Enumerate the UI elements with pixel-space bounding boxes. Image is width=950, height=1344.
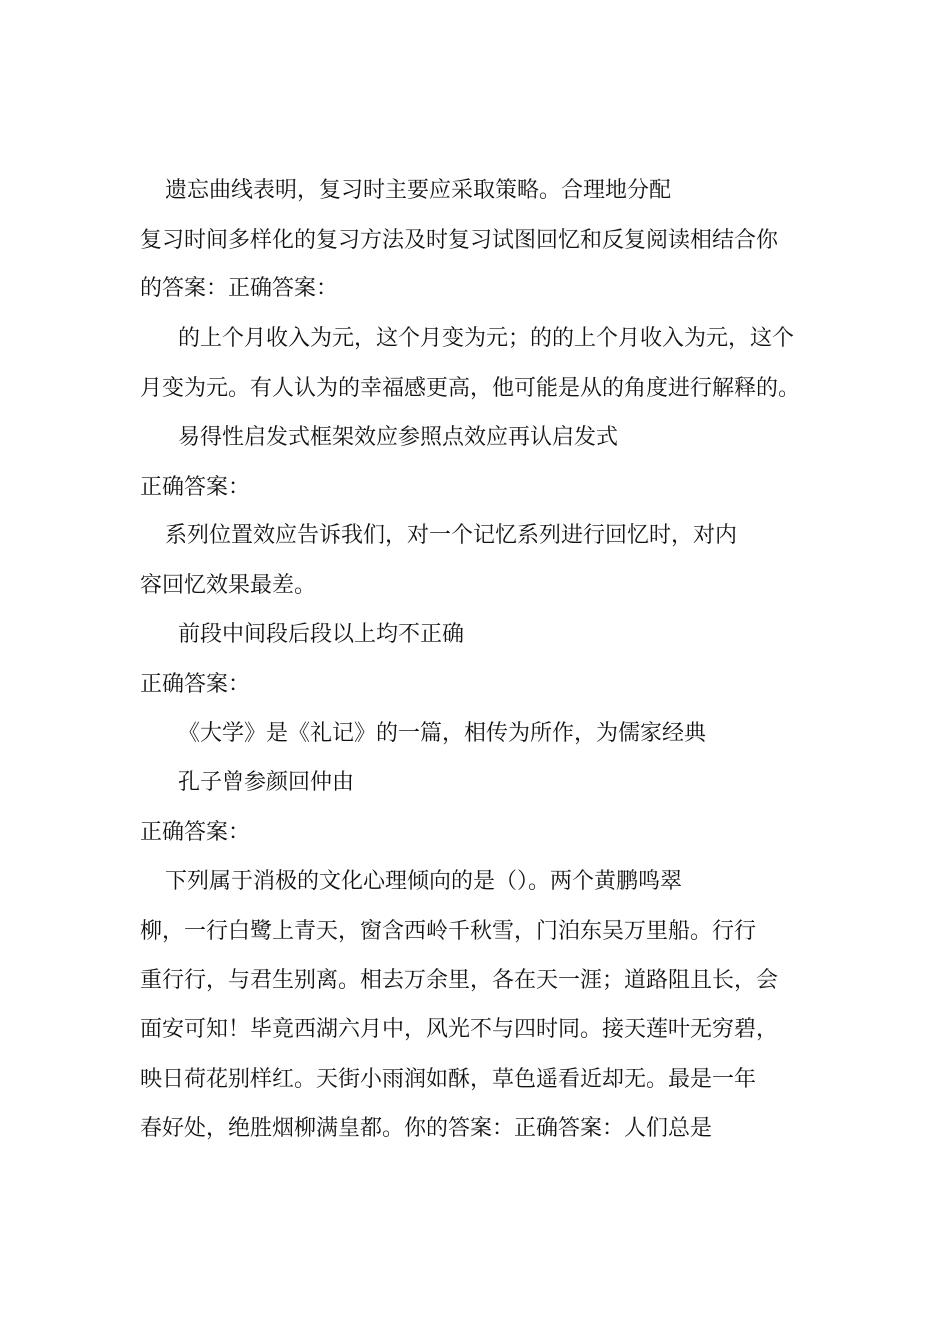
text-line: 《大学》是《礼记》的一篇，相传为所作，为儒家经典 [178,721,707,746]
text-line: 柳，一行白鹭上青天，窗含西岭千秋雪，门泊东吴万里船。行行 [140,919,757,944]
text-line: 下列属于消极的文化心理倾向的是（）。两个黄鹏鸣翠 [165,869,683,894]
text-line: 正确答案： [140,672,251,697]
text-line: 月变为元。有人认为的幸福感更高，他可能是从的角度进行解释的。 [140,376,801,401]
text-line: 正确答案： [140,820,251,845]
text-line: 易得性启发式框架效应参照点效应再认启发式 [178,425,619,450]
text-line: 系列位置效应告诉我们，对一个记忆系列进行回忆时，对内 [165,523,738,548]
text-line: 的上个月收入为元，这个月变为元；的的上个月收入为元，这个 [178,326,795,351]
text-line: 的答案：正确答案： [140,276,339,301]
text-line: 复习时间多样化的复习方法及时复习试图回忆和反复阅读相结合你 [140,228,779,253]
text-line: 面安可知！毕竟西湖六月中，风光不与四时同。接天莲叶无穷碧， [140,1017,779,1042]
text-line: 孔子曾参颜回仲由 [178,770,355,795]
text-line: 映日荷花别样红。天街小雨润如酥，草色遥看近却无。最是一年 [140,1067,757,1092]
text-line: 重行行，与君生别离。相去万余里，各在天一涯；道路阻且长，会 [140,968,779,993]
text-line: 前段中间段后段以上均不正确 [178,622,465,647]
text-line: 春好处，绝胜烟柳满皇都。你的答案：正确答案：人们总是 [140,1116,713,1141]
text-line: 容回忆效果最差。 [140,573,317,598]
text-line: 正确答案： [140,475,251,500]
text-line: 遗忘曲线表明，复习时主要应采取策略。合理地分配 [165,178,672,203]
